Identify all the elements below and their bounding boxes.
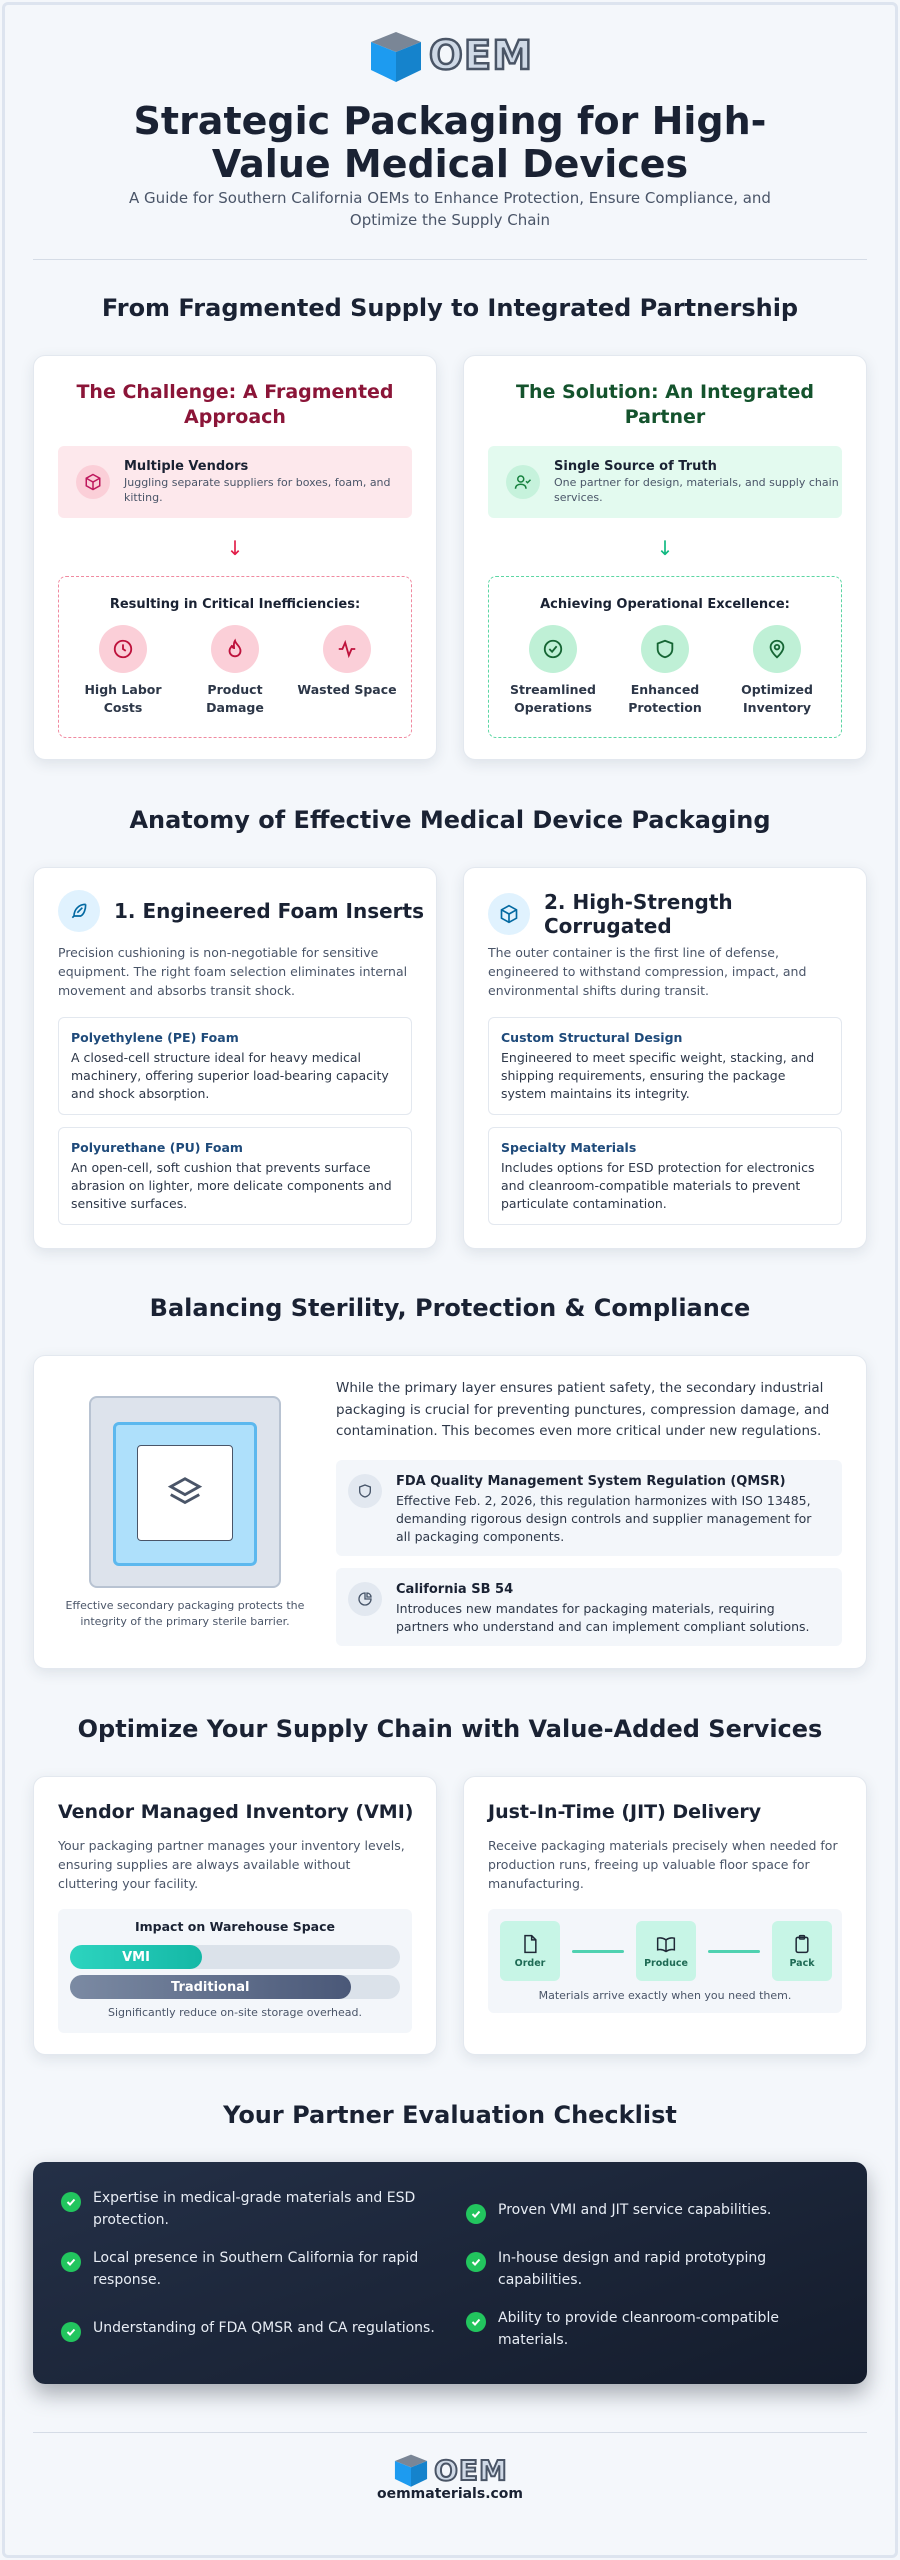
challenge-title: The Challenge: A Fragmented Approach <box>76 381 394 428</box>
corrugated-title: 2. High-Strength Corrugated <box>544 890 733 938</box>
feather-icon <box>58 890 100 932</box>
flame-icon <box>211 625 259 673</box>
layers-icon <box>137 1445 233 1541</box>
vmi-description: Your packaging partner manages your inventory levels, ensuring supplies are always available without cluttering your facility. <box>58 1838 405 1891</box>
page-title: Strategic Packaging for High-Value Medical Devices <box>133 99 767 186</box>
excellence-item: Streamlined Operations <box>498 625 608 717</box>
diagram-caption: Effective secondary packaging protects the integrity of the primary sterile barrier. <box>65 1599 305 1628</box>
checklist-item: In-house design and rapid prototyping capabilities. <box>466 2248 836 2291</box>
cube-logo-icon <box>392 2452 430 2488</box>
foam-card <box>33 867 437 1249</box>
box-icon <box>488 893 530 935</box>
warehouse-chart <box>58 1909 412 2033</box>
checklist-item: Understanding of FDA QMSR and CA regulations. <box>61 2318 451 2342</box>
clock-icon <box>99 625 147 673</box>
challenge-card <box>33 355 437 760</box>
jit-note: Materials arrive exactly when you need them. <box>538 1989 792 2002</box>
pie-chart-icon <box>348 1582 382 1616</box>
inefficiency-item: Wasted Space <box>292 625 402 717</box>
jit-flow <box>488 1909 842 2013</box>
section-title-partnership: From Fragmented Supply to Integrated Partnership <box>101 294 799 322</box>
pe-foam-box: Polyethylene (PE) Foam A closed-cell structure ideal for heavy medical machinery, offering superior load-bearing capacity and shock absorption. <box>58 1017 412 1115</box>
solution-title: The Solution: An Integrated Partner <box>516 381 814 428</box>
corrugated-description: The outer container is the first line of defense, engineered to withstand compression, impact, and environmental shifts during transit. <box>488 945 807 998</box>
checklist-item: Local presence in Southern California for rapid response. <box>61 2248 431 2291</box>
corrugated-card <box>463 867 867 1249</box>
vmi-card <box>33 1776 437 2055</box>
pulse-icon <box>323 625 371 673</box>
excellence-item: Optimized Inventory <box>722 625 832 717</box>
chart-note: Significantly reduce on-site storage overhead. <box>107 2006 363 2019</box>
challenge-pill-text: Juggling separate suppliers for boxes, foam, and kitting. <box>124 475 391 504</box>
cube-logo-icon <box>367 28 425 84</box>
check-icon <box>466 2312 486 2332</box>
section-title-anatomy: Anatomy of Effective Medical Device Packaging <box>129 806 771 834</box>
check-icon <box>61 2252 81 2272</box>
chart-title: Impact on Warehouse Space <box>135 1919 335 1934</box>
map-pin-icon <box>753 625 801 673</box>
section-title-checklist: Your Partner Evaluation Checklist <box>223 2101 677 2129</box>
checklist-panel <box>33 2162 867 2384</box>
section-title-compliance: Balancing Sterility, Protection & Compliance <box>149 1294 751 1322</box>
sb54-box: California SB 54 Introduces new mandates for packaging materials, requiring partners who understand and can implement compliant solutions. <box>336 1568 842 1646</box>
inefficiency-item: High Labor Costs <box>68 625 178 717</box>
compliance-intro: While the primary layer ensures patient safety, the secondary industrial packaging is crucial for preventing punctures, compression damage, and contamination. This becomes even more critical under new regulations. <box>336 1380 830 1440</box>
shield-icon <box>348 1474 382 1508</box>
jit-step-produce: Produce <box>636 1921 696 1981</box>
logo-wordmark: OEM <box>428 33 534 79</box>
user-check-icon <box>506 465 540 499</box>
solution-card <box>463 355 867 760</box>
inefficiency-item: Product Damage <box>180 625 290 717</box>
divider <box>33 259 867 260</box>
inefficiencies-title: Resulting in Critical Inefficiencies: <box>109 597 361 612</box>
solution-pill-text: One partner for design, materials, and supply chain services. <box>554 475 839 504</box>
footer-logo <box>0 2452 900 2488</box>
solution-pill <box>488 446 842 518</box>
jit-description: Receive packaging materials precisely when needed for production runs, freeing up valuable floor space for manufacturing. <box>488 1838 838 1891</box>
check-icon <box>466 2204 486 2224</box>
checklist-item: Expertise in medical-grade materials and ESD protection. <box>61 2188 431 2231</box>
check-circle-icon <box>529 625 577 673</box>
check-icon <box>61 2192 81 2212</box>
book-icon <box>656 1934 676 1954</box>
jit-card <box>463 1776 867 2055</box>
jit-title: Just-In-Time (JIT) Delivery <box>488 1801 762 1823</box>
footer-url-link[interactable]: oemmaterials.com <box>376 2486 524 2502</box>
challenge-pill <box>58 446 412 518</box>
section-title-services: Optimize Your Supply Chain with Value-Added Services <box>77 1715 823 1743</box>
checklist-item: Ability to provide cleanroom-compatible materials. <box>466 2308 836 2351</box>
structural-design-box: Custom Structural Design Engineered to meet specific weight, stacking, and shipping requirements, ensuring the package system maintains its integrity. <box>488 1017 842 1115</box>
excellence-title: Achieving Operational Excellence: <box>540 597 790 612</box>
compliance-card <box>33 1355 867 1669</box>
challenge-pill-title: Multiple Vendors <box>124 458 249 474</box>
solution-pill-title: Single Source of Truth <box>554 458 717 474</box>
excellence-box <box>488 576 842 738</box>
bar-traditional: Traditional <box>70 1975 351 1999</box>
check-icon <box>466 2252 486 2272</box>
divider <box>33 2432 867 2433</box>
inefficiencies-box <box>58 576 412 738</box>
flow-connector <box>708 1950 760 1953</box>
foam-title: 1. Engineered Foam Inserts <box>114 899 424 923</box>
qmsr-box: FDA Quality Management System Regulation (QMSR) Effective Feb. 2, 2026, this regulation harmonizes with ISO 13485, demanding rigorous design controls and supplier management for all packaging components. <box>336 1460 842 1556</box>
clipboard-icon <box>792 1934 812 1954</box>
vmi-title: Vendor Managed Inventory (VMI) <box>58 1801 414 1823</box>
jit-step-pack: Pack <box>772 1921 832 1981</box>
flow-connector <box>572 1950 624 1953</box>
page-subtitle: A Guide for Southern California OEMs to Enhance Protection, Ensure Compliance, and Optimize the Supply Chain <box>129 189 771 229</box>
header-logo <box>0 28 900 84</box>
packaging-layers-diagram <box>89 1396 281 1588</box>
logo-wordmark: OEM <box>434 2453 508 2487</box>
check-icon <box>61 2322 81 2342</box>
checklist-item: Proven VMI and JIT service capabilities. <box>466 2200 836 2224</box>
pu-foam-box: Polyurethane (PU) Foam An open-cell, soft cushion that prevents surface abrasion on lighter, more delicate components and sensitive surfaces. <box>58 1127 412 1225</box>
bar-vmi: VMI <box>70 1945 202 1969</box>
specialty-materials-box: Specialty Materials Includes options for ESD protection for electronics and cleanroom-compatible materials to prevent particulate contamination. <box>488 1127 842 1225</box>
excellence-item: Enhanced Protection <box>610 625 720 717</box>
box-icon <box>76 465 110 499</box>
bar-track <box>70 1975 400 1999</box>
arrow-down-icon: ↓ <box>656 536 674 560</box>
bar-track <box>70 1945 400 1969</box>
jit-step-order: Order <box>500 1921 560 1981</box>
arrow-down-icon: ↓ <box>226 536 244 560</box>
foam-description: Precision cushioning is non-negotiable for sensitive equipment. The right foam selection eliminates internal movement and absorbs transit shock. <box>58 945 408 998</box>
shield-icon <box>641 625 689 673</box>
file-icon <box>520 1934 540 1954</box>
